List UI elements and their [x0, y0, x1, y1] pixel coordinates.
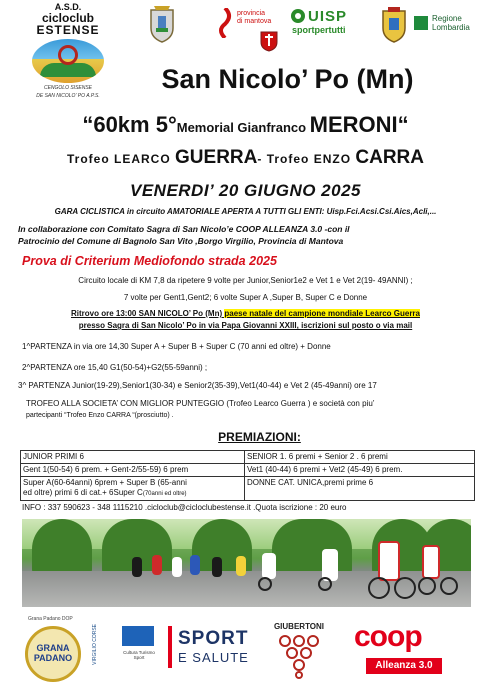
gara-description: GARA CICLISTICA in circuito AMATORIALE APERTA A TUTTI GLI ENTI: Uisp.Fci.Acsi.Csi.Aics,Acli,... [54, 207, 437, 216]
ritrovo-line-2 [0, 320, 491, 331]
padano-label: PADANO [33, 653, 73, 663]
grapes-icon [277, 633, 321, 679]
circuito-line-2: 7 volte per Gent1,Gent2; 6 volte Super A ,Super B, Super C e Donne [123, 293, 368, 302]
table-row [21, 464, 475, 477]
provincia-mantova-logo [215, 4, 285, 52]
trofeo-societa-line-2: partecipanti “Trofeo Enzo CARRA “(prosciutto) . [26, 412, 174, 419]
comune-mark-icon [122, 626, 154, 646]
regione-lombardia-logo [414, 12, 484, 42]
club-name-label: cicloclub [41, 11, 94, 25]
grana-padano-logo [25, 626, 81, 682]
ritrovo-place: presso Sagra di San Nicolo’ Po in via Papa Giovanni XXIII, iscrizioni sul posto o via mail [78, 321, 413, 330]
collaboration-line-1: In collaborazione con Comitato Sagra di San Nicolo’e COOP ALLEANZA 3.0 -con il [18, 224, 350, 234]
uisp-label: UISP [308, 8, 348, 25]
sport-label: SPORT [178, 628, 249, 649]
table-cell-text: ed oltre) primi 6 di cat.+ 6Super C [23, 488, 143, 497]
comune-sport-logo [116, 620, 160, 676]
sport-mark-icon [168, 626, 172, 668]
club-asd-label: A.S.D. [54, 2, 82, 12]
grana-padano-caption: Grana Padano DOP [28, 616, 73, 622]
mantova-label-1: provincia [237, 10, 266, 17]
collaboration-line-2: Patrocinio del Comune di Bagnolo San Vito ,Borgo Virgilio, Provincia di Mantova [18, 236, 344, 246]
ritrovo-time: Ritrovo ore 13:00 SAN NICOLO’ Po (Mn) [71, 309, 225, 318]
memorial-title [0, 112, 491, 138]
virgilio-label: VIRGILIO CORSE [92, 624, 98, 665]
uisp-logo [290, 8, 376, 40]
club-estense-label: ESTENSE [36, 23, 100, 37]
collaboration-text [18, 223, 478, 247]
table-cell-line [23, 488, 242, 499]
coop-label: coop [354, 620, 422, 653]
table-cell: JUNIOR PRIMI 6 [21, 451, 245, 464]
memorial-name: MERONI [309, 112, 398, 137]
trofeo-title [0, 147, 491, 169]
partenza-2: 2^PARTENZA ore 15,40 G1(50-54)+G2(55-59anni) ; [22, 363, 208, 372]
lombardia-label-1: Regione [432, 14, 462, 23]
coop-alleanza-label: Alleanza 3.0 [366, 658, 442, 674]
lombardia-label-2: Lombardia [432, 23, 470, 32]
virgilio-corse-logo [86, 618, 110, 682]
premiazioni-table [20, 450, 475, 501]
info-contacts: INFO : 337 590623 - 348 1115210 .cicloclub@cicloclubestense.it .Quota iscrizione : 20 euro [22, 503, 347, 512]
memorial-60km: “60km 5° [82, 112, 177, 137]
table-cell-tiny: (70anni ed oltre) [142, 491, 187, 497]
uisp-mark-icon [290, 8, 306, 24]
table-cell-line: Super A(60-64anni) 6prem + Super B (65-anni [23, 478, 187, 487]
location-title: San Nicolo’ Po (Mn) [161, 64, 414, 94]
trofeo-carra-label: CARRA [355, 147, 424, 168]
lombardia-mark-icon [414, 16, 428, 30]
trofeo-learco-label: Trofeo LEARCO [67, 152, 176, 166]
table-cell: DONNE CAT. UNICA,premi prime 6 [245, 477, 475, 501]
giubertoni-logo [268, 622, 330, 684]
table-row [21, 477, 475, 501]
giubertoni-label: GIUBERTONI [273, 622, 325, 631]
grana-label: GRANA [36, 643, 70, 653]
comune-label: Cultura Turismo Sport [123, 650, 155, 660]
memorial-subtitle: Memorial Gianfranco [176, 120, 310, 135]
trofeo-guerra-label: GUERRA [175, 147, 258, 168]
borgo-virgilio-crest-icon [380, 6, 408, 44]
circuito-line-1: Circuito locale di KM 7,8 da ripetere 9 volte per Junior,Senior1e2 e Vet 1 e Vet 2(19- 49ANNI) ; [78, 276, 413, 285]
table-row [21, 451, 475, 464]
event-date: VENERDI’ 20 GIUGNO 2025 [129, 181, 361, 200]
table-cell [21, 477, 245, 501]
trofeo-enzo-label: - Trofeo ENZO [257, 152, 356, 166]
ritrovo-highlight: paese natale del campione mondiale Learco Guerra [224, 309, 420, 318]
table-cell: Vet1 (40-44) 6 premi + Vet2 (45-49) 6 prem. [245, 464, 475, 477]
uisp-sub-label: sportpertutti [292, 25, 346, 35]
sport-e-salute-logo [168, 626, 258, 676]
sponsor-logos [0, 612, 491, 692]
comune-crest-icon [147, 4, 177, 44]
mantova-crest-icon [259, 30, 279, 52]
partenza-1: 1^PARTENZA in via ore 14,30 Super A + Super B + Super C (70 anni ed oltre) + Donne [22, 342, 331, 351]
club-small-line2: DE SAN NICOLO' PO A.P.S. [36, 93, 100, 99]
race-photo [22, 519, 471, 607]
table-cell: SENIOR 1. 6 premi + Senior 2 . 6 premi [245, 451, 475, 464]
partenza-3: 3^ PARTENZA Junior(19-29),Senior1(30-34) e Senior2(35-39),Vet1(40-44) e Vet 2 (45-49anni) ore 17 [18, 381, 377, 390]
prova-heading: Prova di Criterium Mediofondo strada 2025 [22, 254, 277, 268]
memorial-close-quote: “ [397, 112, 409, 137]
premiazioni-title: PREMIAZIONI: [218, 430, 301, 444]
mantova-label-2: di mantova [237, 18, 272, 25]
coop-alleanza-logo [352, 620, 450, 680]
table-cell: Gent 1(50-54) 6 prem. + Gent-2/55-59) 6 prem [21, 464, 245, 477]
mantova-mark-icon [215, 8, 235, 38]
trofeo-societa-line-1: TROFEO ALLA SOCIETA’ CON MIGLIOR PUNTEGGIO (Trofeo Learco Guerra ) e società con piu’ [26, 399, 375, 408]
club-small-line1: CENGOLO SISENSE [43, 85, 93, 91]
ritrovo-line-1 [0, 308, 491, 319]
salute-label: E SALUTE [178, 650, 249, 665]
